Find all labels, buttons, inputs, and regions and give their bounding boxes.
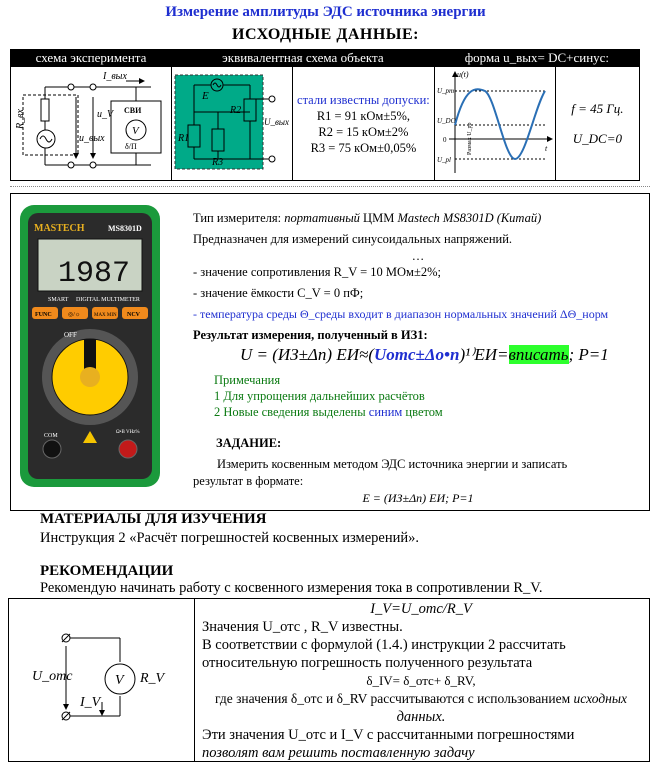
known-tolerances-title: стали известны допуски: (297, 92, 430, 107)
u-v-label: u_V (97, 109, 114, 120)
multimeter-image (20, 205, 160, 487)
calculation-text (202, 600, 640, 762)
waveform-diagram (435, 67, 555, 175)
meter-display: 1987 (58, 257, 131, 291)
temperature-line: - температура среды Θ_среды входит в диапазон нормальных значений ΔΘ_норм (193, 307, 609, 321)
meter-off-label: OFF (64, 331, 77, 339)
wave-udc-label: U_DC (436, 117, 456, 125)
resistance-line: - значение сопротивления R_V = 10 МОм±2%; (193, 265, 441, 279)
calc-instruction-5: Эти значения U_отс и I_V с рассчитанными погрешностями (202, 727, 575, 743)
instrument-description (193, 208, 643, 346)
params-cell (555, 67, 639, 181)
task-text: Измерить косвенным методом ЭДС источника энергии и записать результат в формате: E = (ИЗ±Δп) ЕИ; P=1 (193, 456, 643, 507)
header-waveform: форма u_вых= DC+синус: (434, 50, 639, 67)
ellipsis: … (411, 249, 425, 263)
r1-label: R1 (178, 133, 190, 144)
note-1: 1 Для упрощения дальнейших расчётов (214, 389, 425, 403)
r1-tolerance: R1 = 91 кОм±5%, (316, 108, 410, 123)
current-formula: I_V=U_отс/R_V (370, 601, 472, 617)
recommendations-text: Рекомендую начинать работу с косвенного измерения тока в сопротивлении R_V. (40, 580, 543, 596)
wave-range-label: Размах U_pp (466, 122, 473, 155)
divider (10, 186, 650, 187)
calc-divider (194, 598, 195, 761)
notes (214, 372, 634, 420)
capacitance-line: - значение ёмкости C_V = 0 пФ; (193, 286, 364, 300)
error-formula: δ_IV= δ_отс+ δ_RV, (366, 673, 476, 688)
calc-instruction-1: В соответствии с формулой (1.4.) инструкции 2 рассчитать (202, 637, 566, 653)
page-subtitle: ИСХОДНЫЕ ДАННЫЕ: (232, 26, 419, 43)
result-head: Результат измерения, полученный в ИЗ1: (193, 328, 428, 342)
calc-instruction-6: позволят вам решить поставленную задачу (202, 745, 475, 761)
known-values-line: Значения U_отс , R_V известны. (202, 619, 403, 635)
udc-value: U_DC=0 (572, 130, 623, 146)
r3-label: R3 (212, 157, 224, 168)
wave-upl-label: U_pl (436, 156, 451, 164)
materials-text: Инструкция 2 «Расчёт погрешностей косвенных измерений». (40, 530, 420, 546)
meter-model: MS8301D (108, 224, 142, 233)
v-label: V (132, 125, 139, 137)
u-vyh-out-label: U_вых (264, 117, 289, 127)
calc-instruction-2: относительную погрешность полученного результата (202, 655, 533, 671)
wave-ut-label: u(t) (456, 70, 469, 79)
meter-vhz-label: Ω•B VHz% (116, 430, 140, 435)
task-head: ЗАДАНИЕ: (216, 436, 282, 450)
meter-digital-label: DIGITAL MULTIMETER (76, 297, 140, 303)
measurement-formula: U = (ИЗ±Δп) ЕИ≈(Uотс±Δо•п)¹⁾ЕИ=вписать; P=1 (240, 345, 609, 364)
source-data-table (10, 49, 640, 181)
notes-head: Примечания (214, 373, 281, 387)
i-vyh-label: I_вых (103, 71, 127, 82)
wave-t-label: t (544, 144, 548, 153)
meter-func-button: FUNC (35, 312, 52, 318)
wave-upm-label: U_pm (436, 87, 454, 95)
meter-com-label: COM (44, 433, 58, 439)
v-symbol: V (115, 673, 124, 688)
header-experiment-scheme: схема эксперимента (11, 50, 172, 67)
experiment-circuit-diagram (11, 67, 171, 175)
r2-tolerance: R2 = 15 кОм±2% (318, 124, 409, 139)
calc-instruction-3: где значения δ_отс и δ_RV рассчитываются с использованием исходных (214, 691, 627, 706)
note-2: 2 Новые сведения выделены синим цветом (214, 405, 443, 419)
u-otc-label: U_отс (32, 669, 73, 684)
rv-label: R_V (140, 671, 165, 686)
meter-smart-label: SMART (48, 297, 69, 303)
r2-label: R2 (230, 105, 242, 116)
frequency-value: f = 45 Гц. (571, 100, 624, 116)
current-circuit-diagram (20, 618, 180, 738)
recommendations-head: РЕКОМЕНДАЦИИ (40, 563, 174, 579)
wave-zero-label: 0 (442, 136, 447, 144)
tolerances-cell (293, 67, 435, 181)
meter-brand: MASTECH (34, 223, 85, 234)
svi-label: СВИ (124, 106, 142, 115)
iv-label: I_V (80, 695, 101, 710)
task-formula: E = (ИЗ±Δп) ЕИ; P=1 (362, 491, 474, 505)
page-title: Измерение амплитуды ЭДС источника энергии (165, 4, 486, 20)
instrument-type-line: Тип измерителя: портативный ЦММ Mastech MS8301D (Китай) (193, 211, 542, 225)
header-equivalent-scheme: эквивалентная схема объекта (172, 50, 435, 67)
u-vyh-label: u_вых (79, 133, 105, 144)
meter-ncv-button: NCV (127, 312, 140, 318)
equivalent-circuit-diagram (172, 67, 292, 175)
r3-tolerance: R3 = 75 кОм±0,05% (310, 140, 417, 155)
meter-light-button: ◎/☼ (68, 312, 81, 318)
r-vh-label: R_вх (15, 109, 26, 129)
delta-label: δ/Π (125, 142, 137, 151)
materials-head: МАТЕРИАЛЫ ДЛЯ ИЗУЧЕНИЯ (40, 511, 267, 527)
experiment-scheme-cell (11, 67, 172, 181)
write-in-field[interactable]: вписать (508, 345, 569, 364)
meter-maxmin-button: MAX MIN (94, 313, 117, 318)
calc-instruction-4: данных. (396, 709, 446, 725)
waveform-cell (434, 67, 555, 181)
equivalent-scheme-cell (172, 67, 293, 181)
e-label: E (202, 90, 209, 102)
instrument-purpose: Предназначен для измерений синусоидальных напряжений. (193, 232, 513, 246)
